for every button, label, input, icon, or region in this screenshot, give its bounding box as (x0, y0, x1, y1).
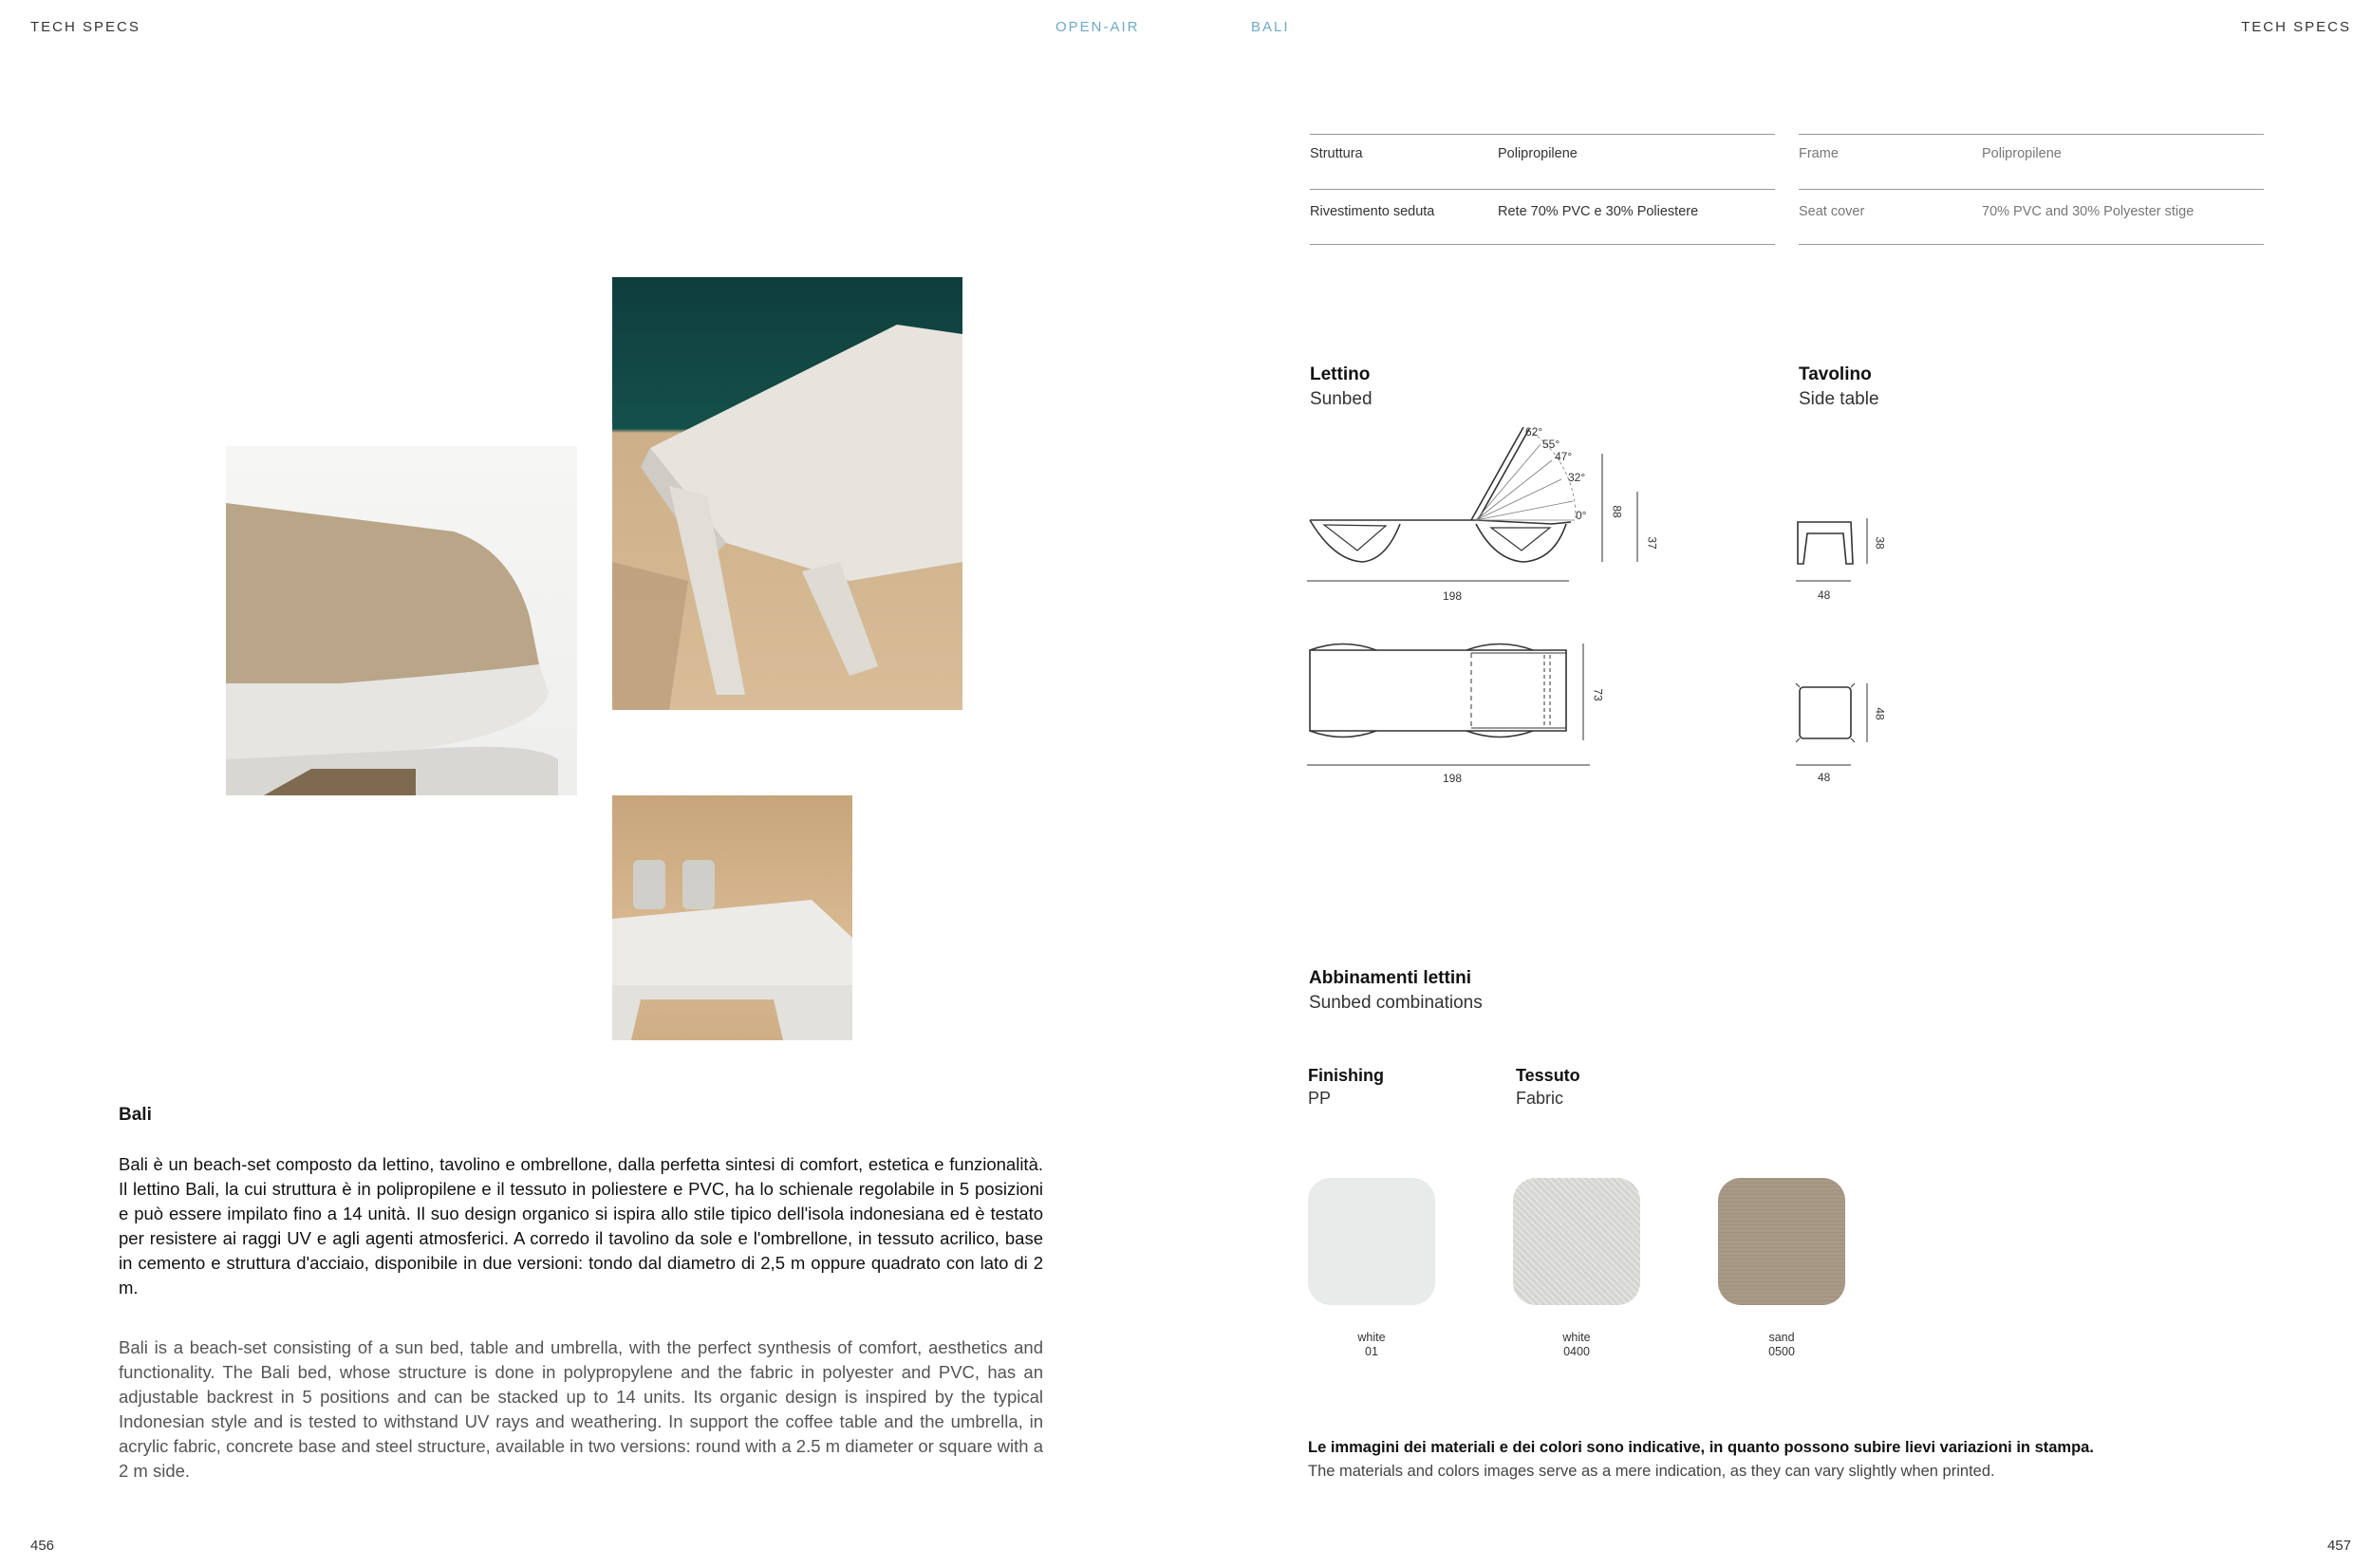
angle-label: 32° (1568, 471, 1586, 484)
sunbed-drawing (1305, 418, 1666, 797)
table-subtitle: Side table (1799, 389, 1879, 409)
description-italian: Bali è un beach-set composto da lettino, tavolino e ombrellone, dalla perfetta sintesi di comfort, estetica e funzionalità. Il lettino Bali, la cui struttura è in polipropilene e il tessuto in poliestere e PVC, ha lo schienale regolabile in 5 posizioni e può essere impilato fino a 14 unità. Il suo design organico si ispira allo stile tipico dell'isola indonesiana ed è testato per resistere ai raggi UV e agli agenti atmosferici. A corredo il tavolino da sole e l'ombrellone, in tessuto acrilico, base in cemento e struttura d'acciaio, disponibile in due versioni: tondo dal diametro di 2,5 m oppure quadrato con lato di 2 m. (119, 1154, 1043, 1297)
swatch-name: white (1562, 1331, 1591, 1344)
dim-table-height: 38 (1873, 536, 1887, 550)
fabric-title: Tessuto (1516, 1066, 1580, 1085)
header-product[interactable]: BALI (1251, 19, 1290, 35)
spec-label: Frame (1799, 146, 1839, 161)
header-section[interactable]: OPEN-AIR (1055, 19, 1140, 35)
page-number-left: 456 (30, 1538, 55, 1554)
dim-top-length: 198 (1443, 772, 1463, 785)
finishing-subtitle: PP (1308, 1089, 1332, 1108)
spec-value: Polipropilene (1982, 146, 2062, 161)
disclaimer-english: The materials and colors images serve as a mere indication, as they can vary slightly when printed. (1308, 1463, 1995, 1480)
combinations-subtitle: Sunbed combinations (1309, 993, 1483, 1013)
spec-value: 70% PVC and 30% Polyester stige (1982, 204, 2195, 219)
angle-label: 62° (1525, 425, 1543, 439)
table-title: Tavolino (1799, 364, 1872, 384)
swatch-label (1308, 1331, 1435, 1359)
swatch-label (1513, 1331, 1640, 1359)
angle-label: 0° (1576, 509, 1587, 522)
side-table-drawing (1794, 513, 1879, 797)
dim-top-width: 73 (1591, 688, 1605, 701)
sunbed-title: Lettino (1310, 364, 1371, 384)
dim-side-length: 198 (1443, 589, 1463, 603)
dim-table-side-width: 48 (1818, 588, 1831, 602)
spec-label: Seat cover (1799, 204, 1865, 219)
swatch-code: 01 (1365, 1345, 1378, 1358)
swatch-sand-0500[interactable] (1718, 1178, 1845, 1305)
swatch-name: sand (1768, 1331, 1795, 1344)
header-left: TECH SPECS (30, 19, 140, 35)
angle-label: 47° (1555, 450, 1573, 463)
swatch-name: white (1357, 1331, 1386, 1344)
swatch-code: 0400 (1563, 1345, 1590, 1358)
finishing-title: Finishing (1308, 1066, 1384, 1085)
swatch-white-01[interactable] (1308, 1178, 1435, 1305)
page-number-right: 457 (2326, 1538, 2351, 1554)
swatch-code: 0500 (1768, 1345, 1795, 1358)
dim-table-depth: 48 (1873, 707, 1887, 720)
dim-table-top-width: 48 (1818, 771, 1831, 784)
description-english: Bali is a beach-set consisting of a sun bed, table and umbrella, with the perfect synthesis of comfort, aesthetics and functionality. The Bali bed, whose structure is done in polypropylene and the fabric in polyester and PVC, has an adjustable backrest in 5 positions and can be stacked up to 14 units. Its organic design is inspired by the typical Indonesian style and is tested to withstand UV rays and weathering. In support the coffee table and the umbrella, in acrylic fabric, concrete base and steel structure, available in two versions: round with a 2.5 m diameter or square with a 2 m side. (119, 1337, 1043, 1481)
photo-side-table (612, 795, 852, 1040)
spec-label: Struttura (1310, 146, 1363, 161)
combinations-title: Abbinamenti lettini (1309, 968, 1471, 988)
spec-label: Rivestimento seduta (1310, 204, 1435, 219)
dim-backrest-height: 88 (1610, 505, 1624, 518)
swatch-label (1718, 1331, 1845, 1359)
product-title: Bali (119, 1105, 152, 1125)
header-right: TECH SPECS (2241, 19, 2351, 35)
disclaimer-italian: Le immagini dei materiali e dei colori sono indicative, in quanto possono subire lievi variazioni in stampa. (1308, 1439, 2094, 1456)
fabric-subtitle: Fabric (1516, 1089, 1564, 1108)
spec-value: Rete 70% PVC e 30% Poliestere (1498, 204, 1699, 219)
angle-label: 55° (1542, 438, 1560, 451)
photo-sunbed-detail (226, 446, 577, 795)
spec-value: Polipropilene (1498, 146, 1578, 161)
swatch-white-0400[interactable] (1513, 1178, 1640, 1305)
sunbed-subtitle: Sunbed (1310, 389, 1373, 409)
photo-sunbed-pool (612, 277, 962, 710)
dim-seat-height: 37 (1645, 536, 1659, 550)
